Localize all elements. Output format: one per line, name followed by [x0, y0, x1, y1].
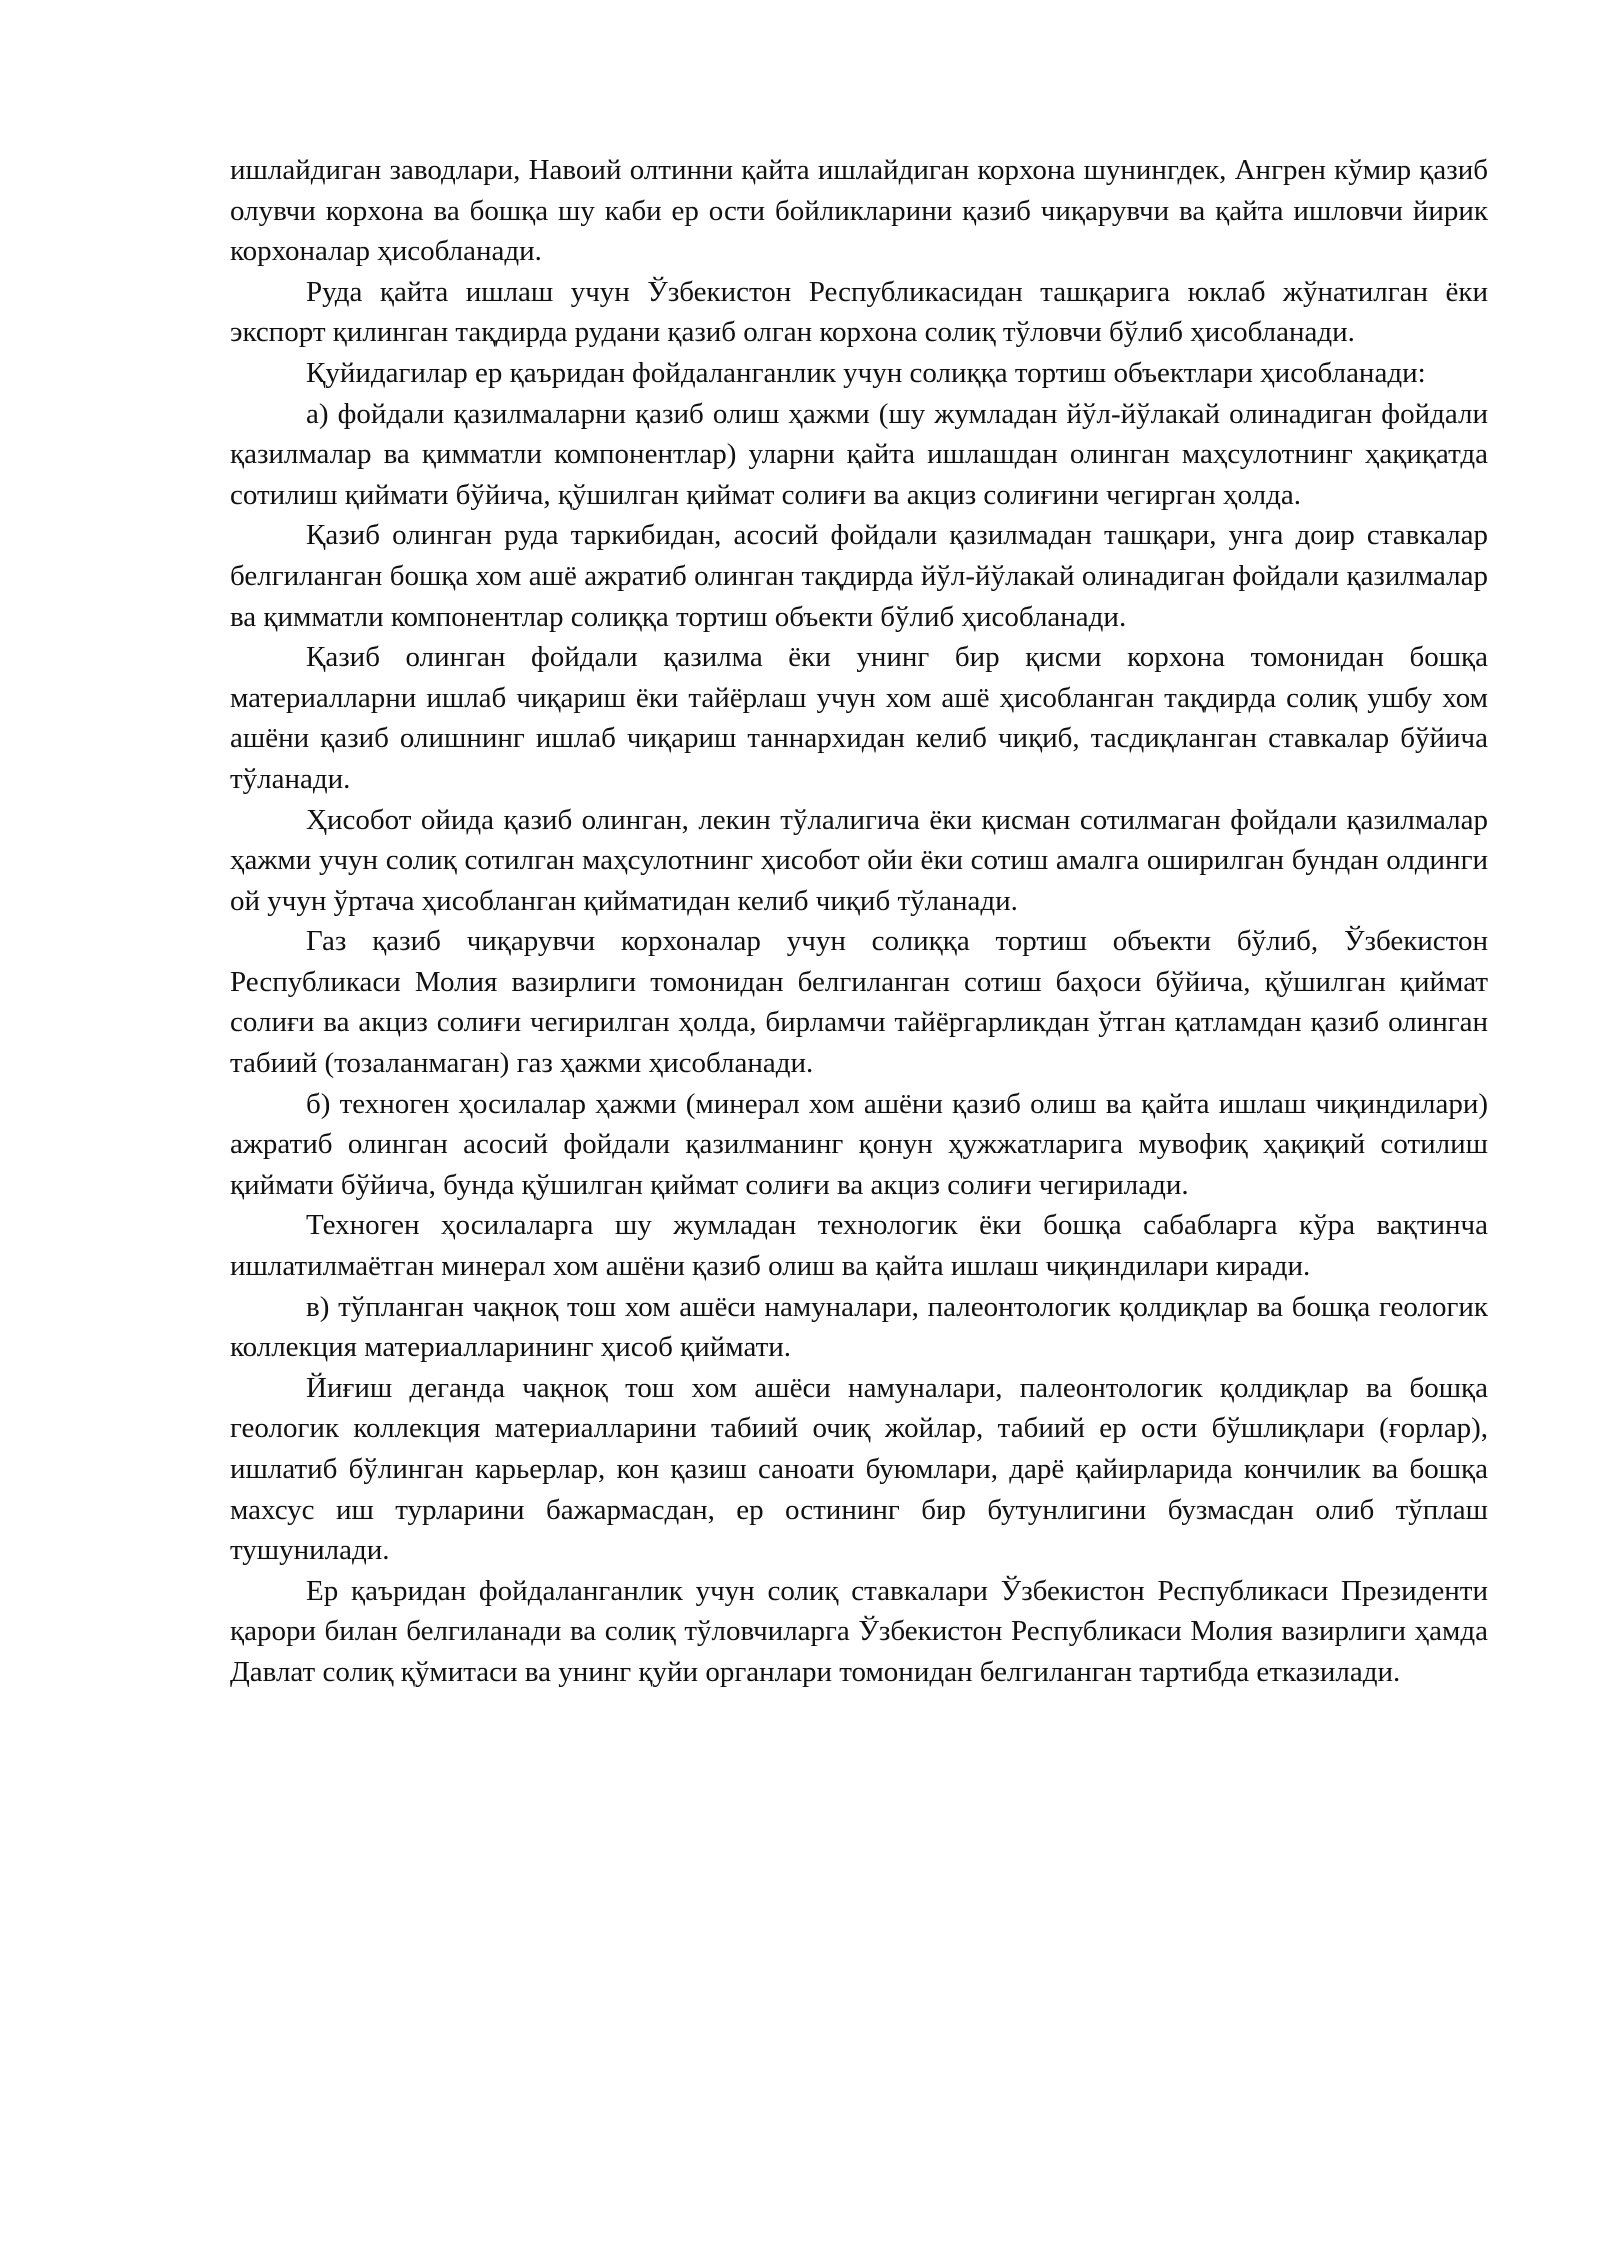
paragraph-10: Техноген ҳосилаларга шу жумладан технологик ёки бошқа сабабларга кўра вақтинча ишлатилмаётган минерал хом ашёни қазиб олиш ва қайта ишлаш чиқиндилари киради. — [230, 1209, 1488, 1283]
paragraph-5: Қазиб олинган руда таркибидан, асосий фойдали қазилмадан ташқари, унга доир ставкалар белгиланган бошқа хом ашё ажратиб олинган тақдирда йўл-йўлакай олинадиган фойдали қазилмалар ва қимматли компонентлар солиққа тортиш объекти бўлиб ҳисобланади. — [230, 519, 1488, 633]
paragraph-1: ишлайдиган заводлари, Навоий олтинни қайта ишлайдиган корхона шунингдек, Ангрен кўмир қазиб олувчи корхона ва бошқа шу каби ер ости бойликларини қазиб чиқарувчи ва қайта ишловчи йирик корхоналар ҳисобланади. — [230, 154, 1488, 268]
paragraph-8: Газ қазиб чиқарувчи корхоналар учун солиққа тортиш объекти бўлиб, Ўзбекистон Республикаси Молия вазирлиги томонидан белгиланган сотиш баҳоси бўйича, қўшилган қиймат солиғи ва акциз солиғи чегирилган ҳолда, бирламчи тайёргарликдан ўтган қатламдан қазиб олинган табиий (тозаланмаган) газ ҳажми ҳисобланади. — [230, 925, 1488, 1080]
paragraph-11: в) тўпланган чақноқ тош хом ашёси намуналари, палеонтологик қолдиқлар ва бошқа геологик коллекция материалларининг ҳисоб қиймати. — [230, 1290, 1488, 1364]
paragraph-6: Қазиб олинган фойдали қазилма ёки унинг бир қисми корхона томонидан бошқа материалларни ишлаб чиқариш ёки тайёрлаш учун хом ашё ҳисобланган тақдирда солиқ ушбу хом ашёни қазиб олишнинг ишлаб чиқариш таннархидан келиб чиқиб, тасдиқланган ставкалар бўйича тўланади. — [230, 641, 1488, 795]
paragraph-3: Қуйидагилар ер қаъридан фойдаланганлик учун солиққа тортиш объектлари ҳисобланади: — [306, 356, 1426, 389]
paragraph-13: Ер қаъридан фойдаланганлик учун солиқ ставкалари Ўзбекистон Республикаси Президенти қарори билан белгиланади ва солиқ тўловчиларга Ўзбекистон Республикаси Молия вазирлиги ҳамда Давлат солиқ қўмитаси ва унинг қуйи органлари томонидан белгиланган тартибда етказилади. — [230, 1574, 1488, 1688]
paragraph-12: Йиғиш деганда чақноқ тош хом ашёси намуналари, палеонтологик қолдиқлар ва бошқа геологик коллекция материалларини табиий очиқ жойлар, табиий ер ости бўшлиқлари (ғорлар), ишлатиб бўлинган карьерлар, кон қазиш саноати буюмлари, дарё қайирларида кончилик ва бошқа махсус иш турларини бажармасдан, ер остининг бир бутунлигини бузмасдан олиб тўплаш тушунилади. — [230, 1371, 1488, 1567]
paragraph-4: а) фойдали қазилмаларни қазиб олиш ҳажми (шу жумладан йўл-йўлакай олинадиган фойдали қазилмалар ва қимматли компонентлар) уларни қайта ишлашдан олинган маҳсулотнинг ҳақиқатда сотилиш қиймати бўйича, қўшилган қиймат солиғи ва акциз солиғини чегирган ҳолда. — [230, 397, 1488, 511]
paragraph-2: Руда қайта ишлаш учун Ўзбекистон Республикасидан ташқарига юклаб жўнатилган ёки экспорт қилинган тақдирда рудани қазиб олган корхона солиқ тўловчи бўлиб ҳисобланади. — [230, 275, 1488, 349]
paragraph-7: Ҳисобот ойида қазиб олинган, лекин тўлалигича ёки қисман сотилмаган фойдали қазилмалар ҳажми учун солиқ сотилган маҳсулотнинг ҳисобот ойи ёки сотиш амалга оширилган бундан олдинги ой учун ўртача ҳисобланган қийматидан келиб чиқиб тўланади. — [230, 803, 1488, 917]
document-body — [230, 150, 1488, 1693]
paragraph-9: б) техноген ҳосилалар ҳажми (минерал хом ашёни қазиб олиш ва қайта ишлаш чиқиндилари) ажратиб олинган асосий фойдали қазилманинг қонун ҳужжатларига мувофиқ ҳақиқий сотилиш қиймати бўйича, бунда қўшилган қиймат солиғи ва акциз солиғи чегирилади. — [230, 1087, 1488, 1201]
